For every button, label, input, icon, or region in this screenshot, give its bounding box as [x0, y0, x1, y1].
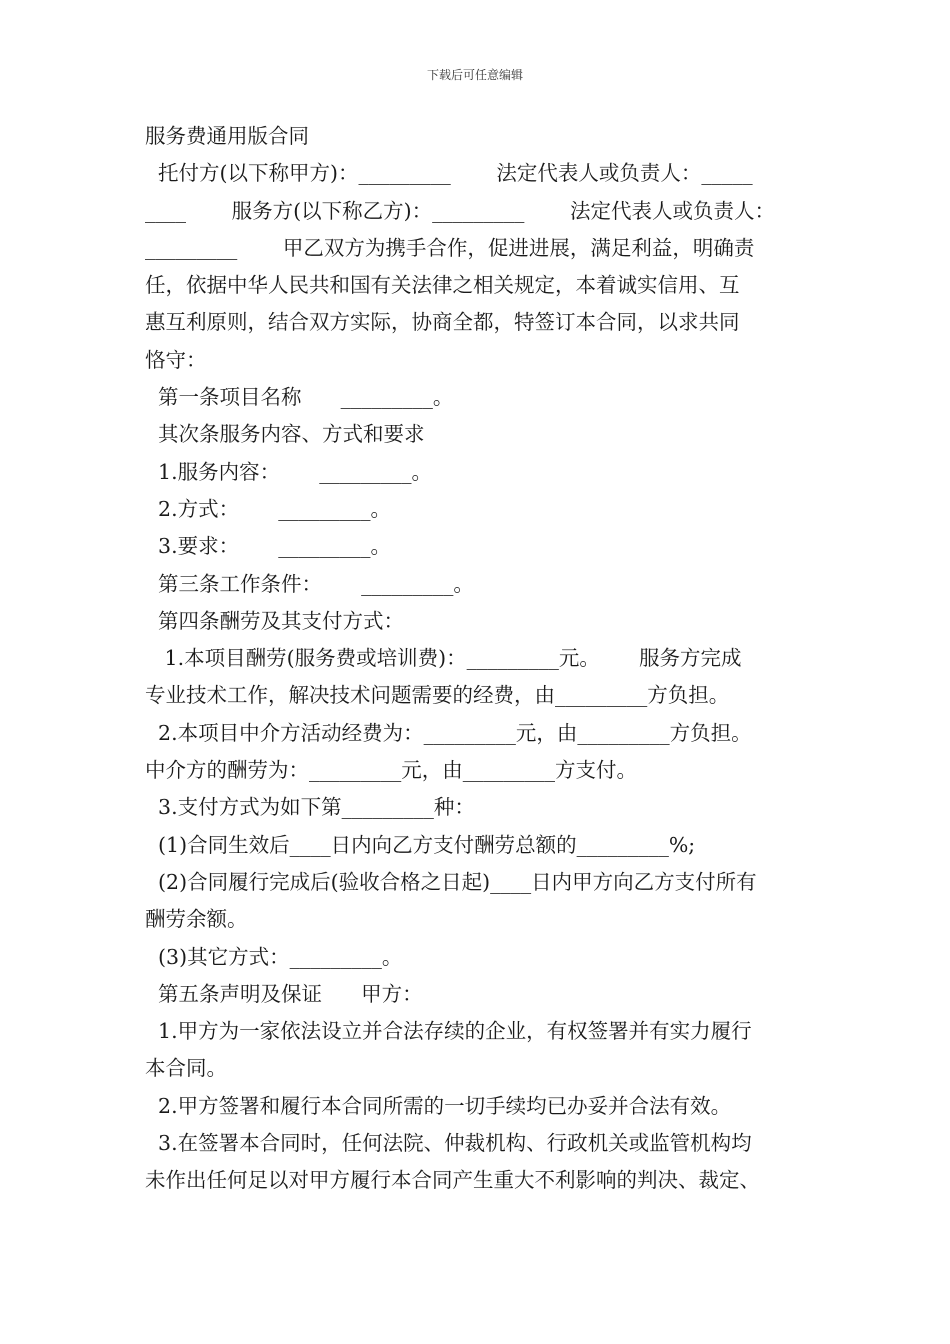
text-line: (2)合同履行完成后(验收合格之日起)____日内甲方向乙方支付所有 — [145, 869, 757, 894]
text-line: 惠互利原则，结合双方实际，协商全都，特签订本合同，以求共同 — [145, 310, 740, 335]
contract-body — [145, 118, 813, 1200]
text-line: 任，依据中华人民共和国有关法律之相关规定，本着诚实信用、互 — [145, 273, 740, 298]
text-line: ____ 服务方(以下称乙方)：_________ 法定代表人或负责人： — [145, 198, 775, 223]
text-line: 1.服务内容： _________。 — [145, 459, 432, 484]
article-1-heading: 第一条项目名称 _________。 — [145, 385, 454, 410]
text-line: 2.本项目中介方活动经费为：_________元，由_________方负担。 — [145, 720, 752, 745]
text-line: 专业技术工作，解决技术问题需要的经费，由_________方负担。 — [145, 683, 730, 708]
article-4-heading: 第四条酬劳及其支付方式： — [145, 608, 405, 633]
text-line: 1.本项目酬劳(服务费或培训费)：_________元。 服务方完成 — [145, 646, 742, 671]
text-line: 本合同。 — [145, 1056, 227, 1081]
text-line: (3)其它方式：_________。 — [145, 944, 403, 969]
document-title: 服务费通用版合同 — [145, 124, 309, 148]
article-5-heading: 第五条声明及保证 甲方： — [145, 981, 423, 1006]
page-header-note: 下载后可任意编辑 — [426, 68, 523, 82]
text-line: 中介方的酬劳为：_________元，由_________方支付。 — [145, 758, 637, 783]
text-line: 3.要求： _________。 — [145, 534, 391, 559]
text-line: 恪守： — [145, 347, 207, 372]
text-line: 1.甲方为一家依法设立并合法存续的企业，有权签署并有实力履行 — [145, 1019, 752, 1044]
text-line: 未作出任何足以对甲方履行本合同产生重大不利影响的判决、裁定、 — [145, 1168, 760, 1193]
article-2-heading: 其次条服务内容、方式和要求 — [145, 422, 425, 447]
text-line: 3.支付方式为如下第_________种： — [145, 795, 475, 820]
text-line: 托付方(以下称甲方)：_________ 法定代表人或负责人：_____ — [145, 161, 753, 186]
text-line: 2.甲方签署和履行本合同所需的一切手续均已办妥并合法有效。 — [145, 1093, 732, 1118]
article-3-heading: 第三条工作条件： _________。 — [145, 571, 474, 596]
text-line: 2.方式： _________。 — [145, 496, 391, 521]
text-line: (1)合同生效后____日内向乙方支付酬劳总额的_________%; — [145, 832, 696, 857]
text-line: _________ 甲乙双方为携手合作，促进进展，满足利益，明确责 — [145, 235, 755, 260]
text-line: 3.在签署本合同时，任何法院、仲裁机构、行政机关或监管机构均 — [145, 1131, 752, 1156]
text-line: 酬劳余额。 — [145, 907, 248, 932]
